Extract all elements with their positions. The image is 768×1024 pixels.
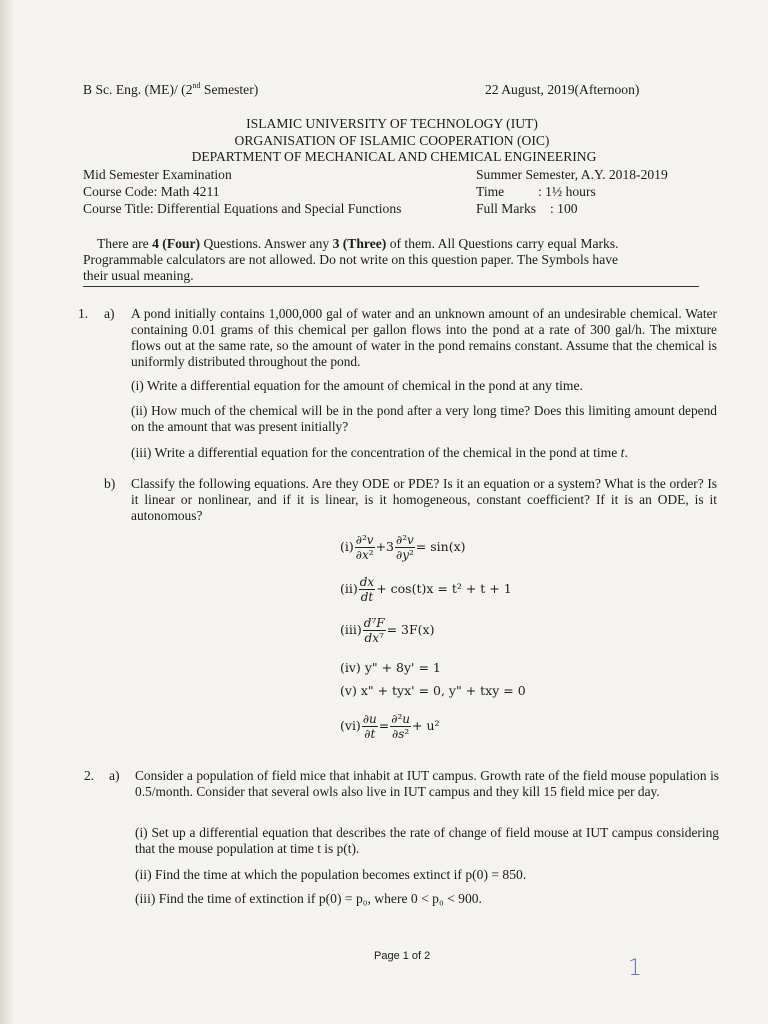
time-value: : 1½ hours <box>538 184 596 199</box>
course-title: Course Title: Differential Equations and Special Functions <box>83 201 402 216</box>
handwritten-page-number: 1 <box>628 956 642 981</box>
q2a-part-i: (i) Set up a differential equation that describes the rate of change of field mouse at IUT campus considering that the mouse population at time t is p(t). <box>135 825 719 856</box>
q1b-label: b) <box>104 476 116 491</box>
course-code: Course Code: Math 4211 <box>83 184 220 199</box>
equation-3: (iii) $\frac{\text{d⁷F}}{\text{dx⁷}}$ = 3F(x) <box>340 616 435 645</box>
q1b-text: Classify the following equations. Are they ODE or PDE? Is it an equation or a system? What is the order? Is it linear or nonlinear, and if it is linear, is it homogeneous, constant coefficient? If it is an ODE, is it autonomous? <box>131 476 717 523</box>
page-number: Page 1 of 2 <box>374 950 431 962</box>
instructions-line-2: Programmable calculators are not allowed. Do not write on this question paper. The Symbols have <box>83 252 619 267</box>
q1a-part-i: (i) Write a differential equation for the amount of chemical in the pond at any time. <box>131 378 583 393</box>
exam-type: Mid Semester Examination <box>83 167 232 182</box>
q2a-part-ii: (ii) Find the time at which the population becomes extinct if p(0) = 850. <box>135 867 527 882</box>
department-name: DEPARTMENT OF MECHANICAL AND CHEMICAL ENGINEERING <box>191 149 597 164</box>
q1a-label: a) <box>104 306 115 321</box>
q1a-part-iii: (iii) Write a differential equation for the concentration of the chemical in the pond at time t. <box>131 445 628 460</box>
q1a-text: A pond initially contains 1,000,000 gal of water and an unknown amount of an undesirable chemical. Water containing 0.01 grams of this chemical per gallon flows into the pond at a rate of 300 gal/h. The mixture flows out at the same rate, so the amount of water in the pond remains constant. Assume that the chemical is uniformly distributed throughout the pond. <box>131 306 717 369</box>
organisation-name: ORGANISATION OF ISLAMIC COOPERATION (OIC) <box>234 133 550 148</box>
equation-4: (iv) y" + 8y' = 1 <box>340 660 441 675</box>
header-divider <box>83 286 699 287</box>
q2a-part-iii: (iii) Find the time of extinction if p(0) = p₀, where 0 < p₀ < 900. <box>135 891 482 906</box>
q2-number: 2. <box>84 768 95 783</box>
time-label: Time <box>476 184 505 199</box>
instructions-line-1: There are 4 (Four) Questions. Answer any 3 (Three) of them. All Questions carry equal Marks. <box>97 236 619 251</box>
q2a-label: a) <box>109 768 120 783</box>
semester: Summer Semester, A.Y. 2018-2019 <box>476 167 668 182</box>
instructions-line-3: their usual meaning. <box>83 268 194 283</box>
program-label: B Sc. Eng. (ME)/ (2nd Semester) <box>83 81 259 97</box>
marks-label: Full Marks <box>476 201 537 216</box>
equation-1: (i) $\frac{\text{∂²v}}{\text{∂x²}}$ +3 $\frac{\text{∂²v}}{\text{∂y²}}$ = sin(x) <box>340 533 466 562</box>
q2a-text: Consider a population of field mice that inhabit at IUT campus. Growth rate of the field mouse population is 0.5/month. Consider that several owls also live in IUT campus and they kill 15 field mice per day. <box>135 768 719 799</box>
q1-number: 1. <box>78 306 89 321</box>
equation-2: (ii) $\frac{dx}{dt}$ + cos(t)x = t² + t + 1 <box>340 575 512 604</box>
university-name: ISLAMIC UNIVERSITY OF TECHNOLOGY (IUT) <box>246 116 538 131</box>
equation-5: (v) x" + tyx' = 0, y" + txy = 0 <box>340 683 526 698</box>
marks-value: : 100 <box>550 201 578 216</box>
q1a-part-ii: (ii) How much of the chemical will be in the pond after a very long time? Does this limiting amount depend on the amount that was present initially? <box>131 403 717 434</box>
equation-6: (vi) $\frac{\partial u}{\partial t}$ = $\frac{\text{∂²u}}{\text{∂s²}}$ + u² <box>340 712 440 741</box>
exam-date: 22 August, 2019(Afternoon) <box>485 82 640 97</box>
